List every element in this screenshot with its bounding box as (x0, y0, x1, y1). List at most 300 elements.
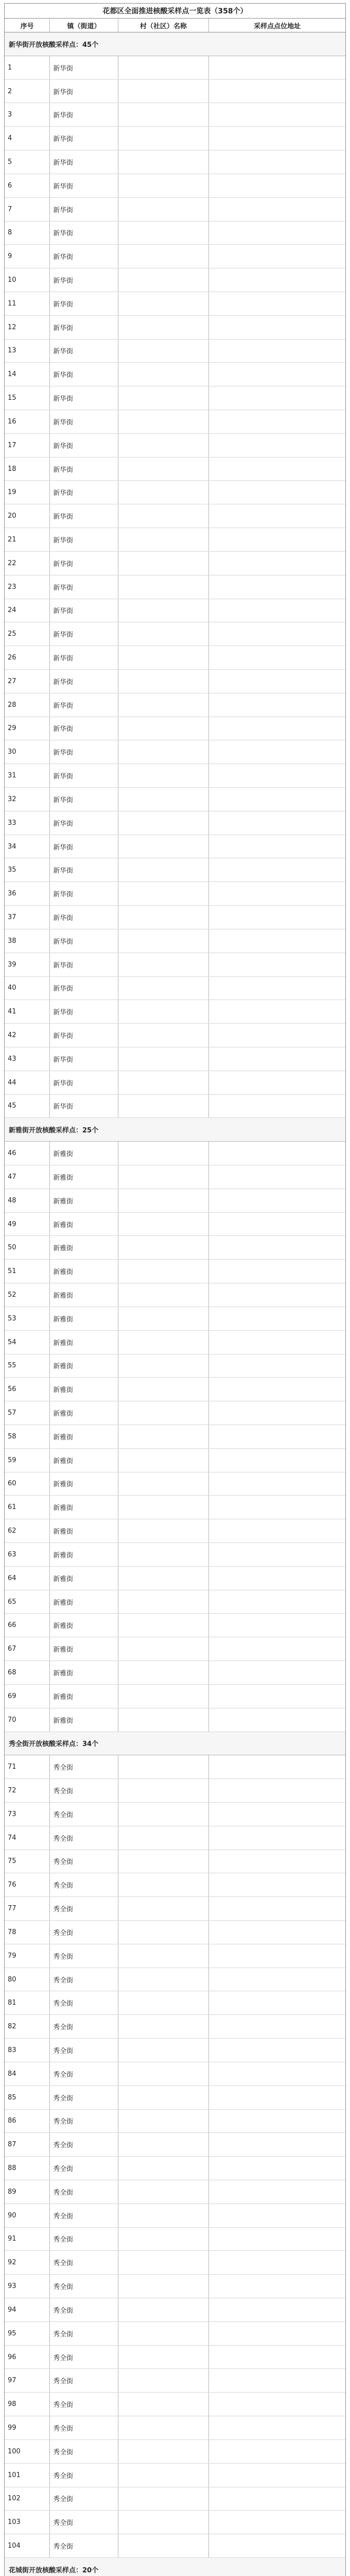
row-village (118, 2133, 209, 2156)
row-address (209, 1331, 345, 1354)
table-row (5, 1401, 345, 1425)
row-town: 秀全街 (50, 2534, 118, 2557)
table-row (5, 2110, 345, 2133)
row-village (118, 1590, 209, 1614)
row-address (209, 1897, 345, 1920)
row-village (118, 80, 209, 103)
row-village (118, 1944, 209, 1968)
row-address (209, 1944, 345, 1968)
table-row (5, 2440, 345, 2464)
row-village (118, 2180, 209, 2204)
row-number: 67 (5, 1637, 50, 1660)
row-town: 新华街 (50, 858, 118, 882)
table-row (5, 1921, 345, 1944)
row-town: 新华街 (50, 953, 118, 976)
table-row (5, 150, 345, 174)
row-town: 新华街 (50, 717, 118, 740)
table-row (5, 858, 345, 882)
row-village (118, 1755, 209, 1778)
row-address (209, 1213, 345, 1236)
row-village (118, 2015, 209, 2038)
table-row (5, 2487, 345, 2511)
row-number: 20 (5, 504, 50, 528)
row-village (118, 434, 209, 457)
row-village (118, 2322, 209, 2345)
table-row (5, 1708, 345, 1732)
table-row (5, 1000, 345, 1024)
row-number: 30 (5, 740, 50, 764)
row-town: 新华街 (50, 906, 118, 929)
row-town: 新华街 (50, 882, 118, 905)
table-row (5, 1826, 345, 1850)
row-village (118, 1071, 209, 1094)
table-row (5, 2393, 345, 2416)
row-village (118, 1779, 209, 1802)
row-village (118, 316, 209, 339)
row-address (209, 1472, 345, 1496)
row-village (118, 2275, 209, 2298)
row-village (118, 1637, 209, 1660)
row-town: 秀全街 (50, 2298, 118, 2321)
row-address (209, 127, 345, 150)
row-town: 新华街 (50, 103, 118, 126)
row-town: 新华街 (50, 363, 118, 386)
row-town: 秀全街 (50, 2251, 118, 2274)
row-address (209, 2322, 345, 2345)
row-address (209, 174, 345, 197)
row-number: 47 (5, 1165, 50, 1189)
table-row (5, 1991, 345, 2015)
row-town: 新雅街 (50, 1567, 118, 1590)
row-number: 39 (5, 953, 50, 976)
row-address (209, 1685, 345, 1708)
row-village (118, 292, 209, 315)
column-header-village: 村（社区）名称 (118, 19, 209, 32)
table-row (5, 457, 345, 481)
row-village (118, 2086, 209, 2109)
row-number: 77 (5, 1897, 50, 1920)
row-village (118, 693, 209, 717)
column-header-no: 序号 (5, 19, 50, 32)
row-number: 1 (5, 56, 50, 79)
table-row (5, 788, 345, 811)
row-address (209, 2393, 345, 2416)
table-row (5, 340, 345, 363)
row-address (209, 528, 345, 551)
table-row (5, 1142, 345, 1165)
row-village (118, 2039, 209, 2062)
row-village (118, 1472, 209, 1496)
row-town: 秀全街 (50, 1968, 118, 1991)
row-number: 101 (5, 2464, 50, 2487)
row-town: 新华街 (50, 457, 118, 481)
row-address (209, 1614, 345, 1637)
row-village (118, 1449, 209, 1472)
row-village (118, 2228, 209, 2251)
row-number: 8 (5, 222, 50, 245)
row-address (209, 1826, 345, 1850)
table-row (5, 2416, 345, 2440)
row-village (118, 222, 209, 245)
row-village (118, 1708, 209, 1732)
row-village (118, 1354, 209, 1378)
row-number: 89 (5, 2180, 50, 2204)
table-row (5, 1283, 345, 1307)
row-address (209, 882, 345, 905)
table-row (5, 2251, 345, 2275)
row-village (118, 1519, 209, 1543)
row-town: 新华街 (50, 1000, 118, 1023)
sampling-point-table (4, 3, 346, 2576)
row-number: 70 (5, 1708, 50, 1732)
row-village (118, 1095, 209, 1118)
table-row (5, 2228, 345, 2251)
table-row (5, 410, 345, 434)
row-address (209, 1000, 345, 1023)
row-town: 秀全街 (50, 2369, 118, 2392)
row-number: 9 (5, 245, 50, 268)
table-row (5, 1165, 345, 1189)
row-address (209, 646, 345, 669)
row-town: 新雅街 (50, 1590, 118, 1614)
table-row (5, 740, 345, 764)
row-village (118, 1260, 209, 1283)
row-address (209, 1401, 345, 1425)
section-heading: 花城街开放核酸采样点：20个 (5, 2558, 345, 2576)
row-town: 新雅街 (50, 1307, 118, 1330)
row-number: 82 (5, 2015, 50, 2038)
row-number: 63 (5, 1543, 50, 1566)
row-number: 23 (5, 575, 50, 599)
table-row (5, 1354, 345, 1378)
row-address (209, 1590, 345, 1614)
row-address (209, 2369, 345, 2392)
table-row (5, 2180, 345, 2204)
row-number: 104 (5, 2534, 50, 2557)
row-number: 87 (5, 2133, 50, 2156)
row-town: 秀全街 (50, 2180, 118, 2204)
row-town: 新雅街 (50, 1449, 118, 1472)
table-row (5, 1590, 345, 1614)
row-number: 53 (5, 1307, 50, 1330)
row-village (118, 504, 209, 528)
table-row (5, 599, 345, 623)
row-town: 秀全街 (50, 2204, 118, 2227)
row-address (209, 1142, 345, 1165)
row-village (118, 835, 209, 858)
row-town: 新雅街 (50, 1496, 118, 1519)
table-row (5, 504, 345, 528)
row-address (209, 693, 345, 717)
row-village (118, 788, 209, 811)
row-address (209, 2487, 345, 2511)
row-village (118, 1401, 209, 1425)
row-town: 新华街 (50, 222, 118, 245)
row-village (118, 1189, 209, 1212)
row-village (118, 2369, 209, 2392)
row-village (118, 646, 209, 669)
row-address (209, 1236, 345, 1259)
table-row (5, 1779, 345, 1803)
row-town: 新雅街 (50, 1283, 118, 1307)
row-address (209, 1850, 345, 1873)
row-address (209, 363, 345, 386)
row-village (118, 2157, 209, 2180)
row-number: 4 (5, 127, 50, 150)
row-address (209, 1354, 345, 1378)
row-town: 秀全街 (50, 2511, 118, 2534)
row-address (209, 56, 345, 79)
table-row (5, 2298, 345, 2322)
row-number: 12 (5, 316, 50, 339)
row-town: 秀全街 (50, 2393, 118, 2416)
row-number: 73 (5, 1803, 50, 1826)
row-town: 新华街 (50, 316, 118, 339)
row-number: 93 (5, 2275, 50, 2298)
row-town: 新华街 (50, 835, 118, 858)
row-village (118, 1614, 209, 1637)
table-row (5, 1331, 345, 1354)
row-number: 95 (5, 2322, 50, 2345)
row-town: 秀全街 (50, 2464, 118, 2487)
row-address (209, 1071, 345, 1094)
table-row (5, 811, 345, 835)
row-address (209, 2228, 345, 2251)
row-town: 秀全街 (50, 2346, 118, 2369)
table-header (5, 19, 345, 32)
row-address (209, 552, 345, 575)
row-address (209, 1425, 345, 1448)
row-village (118, 2511, 209, 2534)
row-village (118, 858, 209, 882)
table-row (5, 1024, 345, 1047)
row-town: 新华街 (50, 481, 118, 504)
row-village (118, 245, 209, 268)
row-town: 新雅街 (50, 1354, 118, 1378)
row-town: 新华街 (50, 386, 118, 410)
row-village (118, 2393, 209, 2416)
row-village (118, 1991, 209, 2014)
row-address (209, 340, 345, 363)
table-row (5, 2157, 345, 2180)
table-row (5, 1071, 345, 1095)
row-number: 51 (5, 1260, 50, 1283)
row-number: 59 (5, 1449, 50, 1472)
row-town: 新华街 (50, 788, 118, 811)
row-number: 86 (5, 2110, 50, 2133)
row-address (209, 1024, 345, 1047)
row-number: 99 (5, 2416, 50, 2439)
row-village (118, 2298, 209, 2321)
table-row (5, 1873, 345, 1897)
row-town: 秀全街 (50, 1826, 118, 1850)
row-address (209, 316, 345, 339)
row-town: 新雅街 (50, 1425, 118, 1448)
table-row (5, 1213, 345, 1236)
row-town: 新华街 (50, 622, 118, 646)
table-row (5, 1260, 345, 1283)
row-number: 50 (5, 1236, 50, 1259)
row-number: 27 (5, 670, 50, 693)
row-address (209, 2275, 345, 2298)
row-town: 秀全街 (50, 2133, 118, 2156)
row-number: 61 (5, 1496, 50, 1519)
row-town: 新华街 (50, 80, 118, 103)
row-village (118, 1873, 209, 1896)
row-address (209, 410, 345, 433)
row-address (209, 858, 345, 882)
row-town: 新雅街 (50, 1189, 118, 1212)
row-number: 16 (5, 410, 50, 433)
row-village (118, 103, 209, 126)
row-village (118, 2464, 209, 2487)
row-number: 52 (5, 1283, 50, 1307)
row-town: 新华街 (50, 811, 118, 835)
row-town: 新华街 (50, 292, 118, 315)
row-number: 81 (5, 1991, 50, 2014)
table-row (5, 245, 345, 268)
column-header-address: 采样点点位地址 (254, 22, 301, 30)
row-number: 43 (5, 1047, 50, 1071)
row-number: 60 (5, 1472, 50, 1496)
row-address (209, 1968, 345, 1991)
row-address (209, 268, 345, 292)
table-row (5, 622, 345, 646)
row-address (209, 2464, 345, 2487)
row-number: 5 (5, 150, 50, 174)
row-town: 秀全街 (50, 1921, 118, 1944)
row-number: 13 (5, 340, 50, 363)
table-row (5, 316, 345, 340)
table-row (5, 764, 345, 788)
row-village (118, 1543, 209, 1566)
row-number: 72 (5, 1779, 50, 1802)
row-address (209, 575, 345, 599)
row-village (118, 929, 209, 953)
row-village (118, 977, 209, 1000)
row-village (118, 1826, 209, 1850)
table-row (5, 80, 345, 104)
row-number: 17 (5, 434, 50, 457)
row-number: 103 (5, 2511, 50, 2534)
row-address (209, 1543, 345, 1566)
row-village (118, 2204, 209, 2227)
row-number: 71 (5, 1755, 50, 1778)
table-row (5, 2015, 345, 2039)
row-village (118, 2440, 209, 2463)
row-town: 新华街 (50, 150, 118, 174)
table-row (5, 1803, 345, 1826)
row-town: 新雅街 (50, 1543, 118, 1566)
table-row (5, 1567, 345, 1590)
table-row (5, 528, 345, 552)
row-town: 新华街 (50, 198, 118, 221)
row-number: 6 (5, 174, 50, 197)
table-row (5, 292, 345, 316)
row-address (209, 1661, 345, 1684)
table-row (5, 693, 345, 717)
row-town: 新华街 (50, 127, 118, 150)
row-address (209, 1378, 345, 1401)
row-number: 48 (5, 1189, 50, 1212)
row-number: 54 (5, 1331, 50, 1354)
row-town: 秀全街 (50, 2416, 118, 2439)
row-town: 新华街 (50, 528, 118, 551)
row-town: 新雅街 (50, 1236, 118, 1259)
row-address (209, 929, 345, 953)
table-row (5, 646, 345, 670)
row-number: 58 (5, 1425, 50, 1448)
row-address (209, 1873, 345, 1896)
row-town: 秀全街 (50, 2015, 118, 2038)
row-town: 秀全街 (50, 1779, 118, 1802)
table-row (5, 1236, 345, 1260)
row-address (209, 622, 345, 646)
row-village (118, 150, 209, 174)
table-row (5, 386, 345, 410)
row-town: 新雅街 (50, 1213, 118, 1236)
row-address (209, 764, 345, 787)
row-address (209, 1803, 345, 1826)
row-town: 新雅街 (50, 1519, 118, 1543)
table-row (5, 835, 345, 859)
row-number: 56 (5, 1378, 50, 1401)
row-town: 新雅街 (50, 1260, 118, 1283)
table-row (5, 1637, 345, 1661)
row-address (209, 386, 345, 410)
row-town: 秀全街 (50, 1755, 118, 1778)
row-number: 65 (5, 1590, 50, 1614)
row-village (118, 528, 209, 551)
table-row (5, 1047, 345, 1071)
row-village (118, 363, 209, 386)
table-row (5, 198, 345, 222)
row-town: 秀全街 (50, 2275, 118, 2298)
row-number: 92 (5, 2251, 50, 2274)
row-village (118, 2534, 209, 2557)
row-village (118, 1968, 209, 1991)
row-number: 74 (5, 1826, 50, 1850)
row-number: 98 (5, 2393, 50, 2416)
row-number: 102 (5, 2487, 50, 2511)
row-number: 46 (5, 1142, 50, 1165)
row-town: 新华街 (50, 646, 118, 669)
row-number: 42 (5, 1024, 50, 1047)
row-number: 7 (5, 198, 50, 221)
row-town: 秀全街 (50, 1873, 118, 1896)
row-town: 新华街 (50, 929, 118, 953)
table-row (5, 670, 345, 693)
row-address (209, 1047, 345, 1071)
table-row (5, 2204, 345, 2228)
row-town: 新华街 (50, 552, 118, 575)
row-number: 15 (5, 386, 50, 410)
row-address (209, 2015, 345, 2038)
row-number: 2 (5, 80, 50, 103)
row-village (118, 1024, 209, 1047)
row-town: 秀全街 (50, 2110, 118, 2133)
table-row (5, 1472, 345, 1496)
row-town: 秀全街 (50, 2322, 118, 2345)
row-town: 新雅街 (50, 1661, 118, 1684)
row-village (118, 2487, 209, 2511)
row-town: 秀全街 (50, 1850, 118, 1873)
row-number: 31 (5, 764, 50, 787)
row-town: 新华街 (50, 764, 118, 787)
row-village (118, 1165, 209, 1189)
row-address (209, 2534, 345, 2557)
row-number: 97 (5, 2369, 50, 2392)
